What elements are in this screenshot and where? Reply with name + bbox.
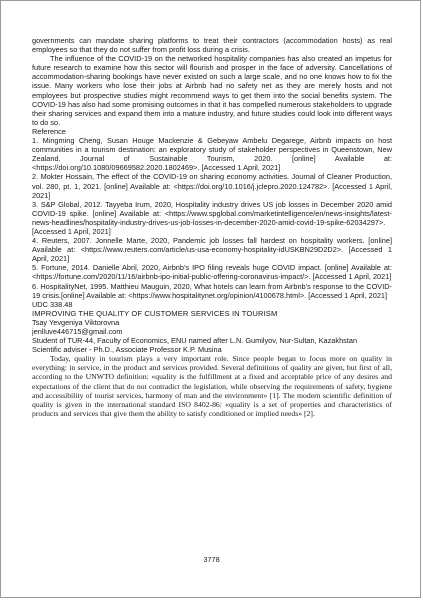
reference-list [32, 136, 392, 300]
references-heading: Reference [32, 126, 66, 136]
reference-item-3: 3. S&P Global, 2012. Tayyeba Irum, 2020, Hospitality industry drives US job losses in December 2020 amid COVID-19 spike. [online] Available at: <https://www.spglobal.com/marketintelligence/en/news-insights/latest-news-headlines/hospitality-industry-drives-us-job-losses-in-december-2020-amid-covid-19-spike-62034297>. [Accessed 1 April, 2021] [32, 199, 392, 236]
reference-item-2: 2. Mokter Hossain, The effect of the COVID-19 on sharing economy activities. Journal of Cleaner Production, vol. 280, pt. 1, 2021. [online] Available at: <https://doi.org/10.1016/j.jclepro.2020.124782>. [Accessed 1 April, 2021] [32, 172, 392, 200]
intro-paragraph-2: The influence of the COVID-19 on the networked hospitality companies has also created an impetus for future research to examine how this sector will flourish and prosper in the face of adversity. Cancellations of accommodation-sharing bookings have never existed on such a large scale, and no one knows how to fix the issue. Many workers who lose their jobs at Airbnb had no safety net as they are merely hosts and not employees but prospective studies might recommend ways to get them into the social benefits system. The COVID-19 has also had some promising outcomes in that it has compelled numerous stakeholders to upgrade their sharing services and expand them into a mature industry, and future studies could look into different ways to do so. [32, 54, 392, 127]
intro-paragraph-1: governments can mandate sharing platforms to treat their contractors (accommodation hosts) as real employees so that they do not suffer from profit loss during a crisis. [32, 36, 392, 55]
article-title: IMPROVING THE QUALITY OF CUSTOMER SERVICES IN TOURISM [32, 308, 278, 318]
reference-item-1: 1. Mingming Cheng, Susan Houge Mackenzie & Gebeyaw Ambelu Degarege, Airbnb impacts on host communities in a tourism destination: an exploratory study of stakeholder perspectives in Queenstown, New Zealand. Journal of Sustainable Tourism, 2020. [online] Available at: <https://doi.org/10.1080/09669582.2020.1802469>. [Accessed 1 April, 2021] [32, 136, 392, 173]
author-name: Tsay Yevgeniya Viktorovna [32, 317, 120, 327]
scientific-adviser: Scientific adviser - Ph.D., Associate Professor K.P. Musina [32, 345, 222, 355]
page-content [32, 36, 392, 418]
reference-item-4: 4. Reuters, 2007. Jonnelle Marte, 2020, Pandemic job losses fall hardest on hospitality workers. [online] Available at: <https://www.reuters.com/article/us-usa-economy-hospitality-idUSKBN29D2D2>. [Accessed 1 April, 2021] [32, 236, 392, 264]
author-email: jenlluve446715@gmail.com [32, 327, 123, 336]
reference-item-6: 6. HospitalityNet, 1995. Matthieu Mauguin, 2020, What hotels can learn from Airbnb’s response to the COVID-19 crisis.[online] Available at: <https://www.hospitalitynet.org/opinion/4100678.html>. [Accessed 1 April, 2021] [32, 281, 392, 300]
author-affiliation: Student of TUR-44, Faculty of Economics, ENU named after L.N. Gumilyov, Nur-Sultan, Kazakhstan [32, 336, 358, 346]
reference-item-5: 5. Fortune, 2014. Danielle Abril, 2020, Airbnb’s IPO filing reveals huge COVID impact. [online] Available at: <https://fortune.com/2020/11/16/airbnb-ipo-initial-public-offering-coronavirus-impact/>. [Accessed 1 April, 2021] [32, 263, 392, 282]
page-number: 3778 [203, 555, 220, 564]
article-body-paragraph: Today, quality in tourism plays a very important role. Since people began to focus more on quality in everything: in service, in the product and services provided. Several definitions of quality are given, but first of all, according to the UNWTO definition: «quality is the fulfillment at a fixed and acceptable price of any desires and expectations of the client that do not contradict the legislation, while observing the requirements of safety, hygiene and accessibility of tourist services, harmony of man and the environment» [1]. The modern scientific definition of quality is given in the international standard ISO 8402-86: «quality is a set of properties and characteristics of products and services that give them the ability to satisfy conditioned or implied needs» [2]. [32, 354, 392, 418]
udc-code: UDC 338.48 [32, 299, 73, 309]
